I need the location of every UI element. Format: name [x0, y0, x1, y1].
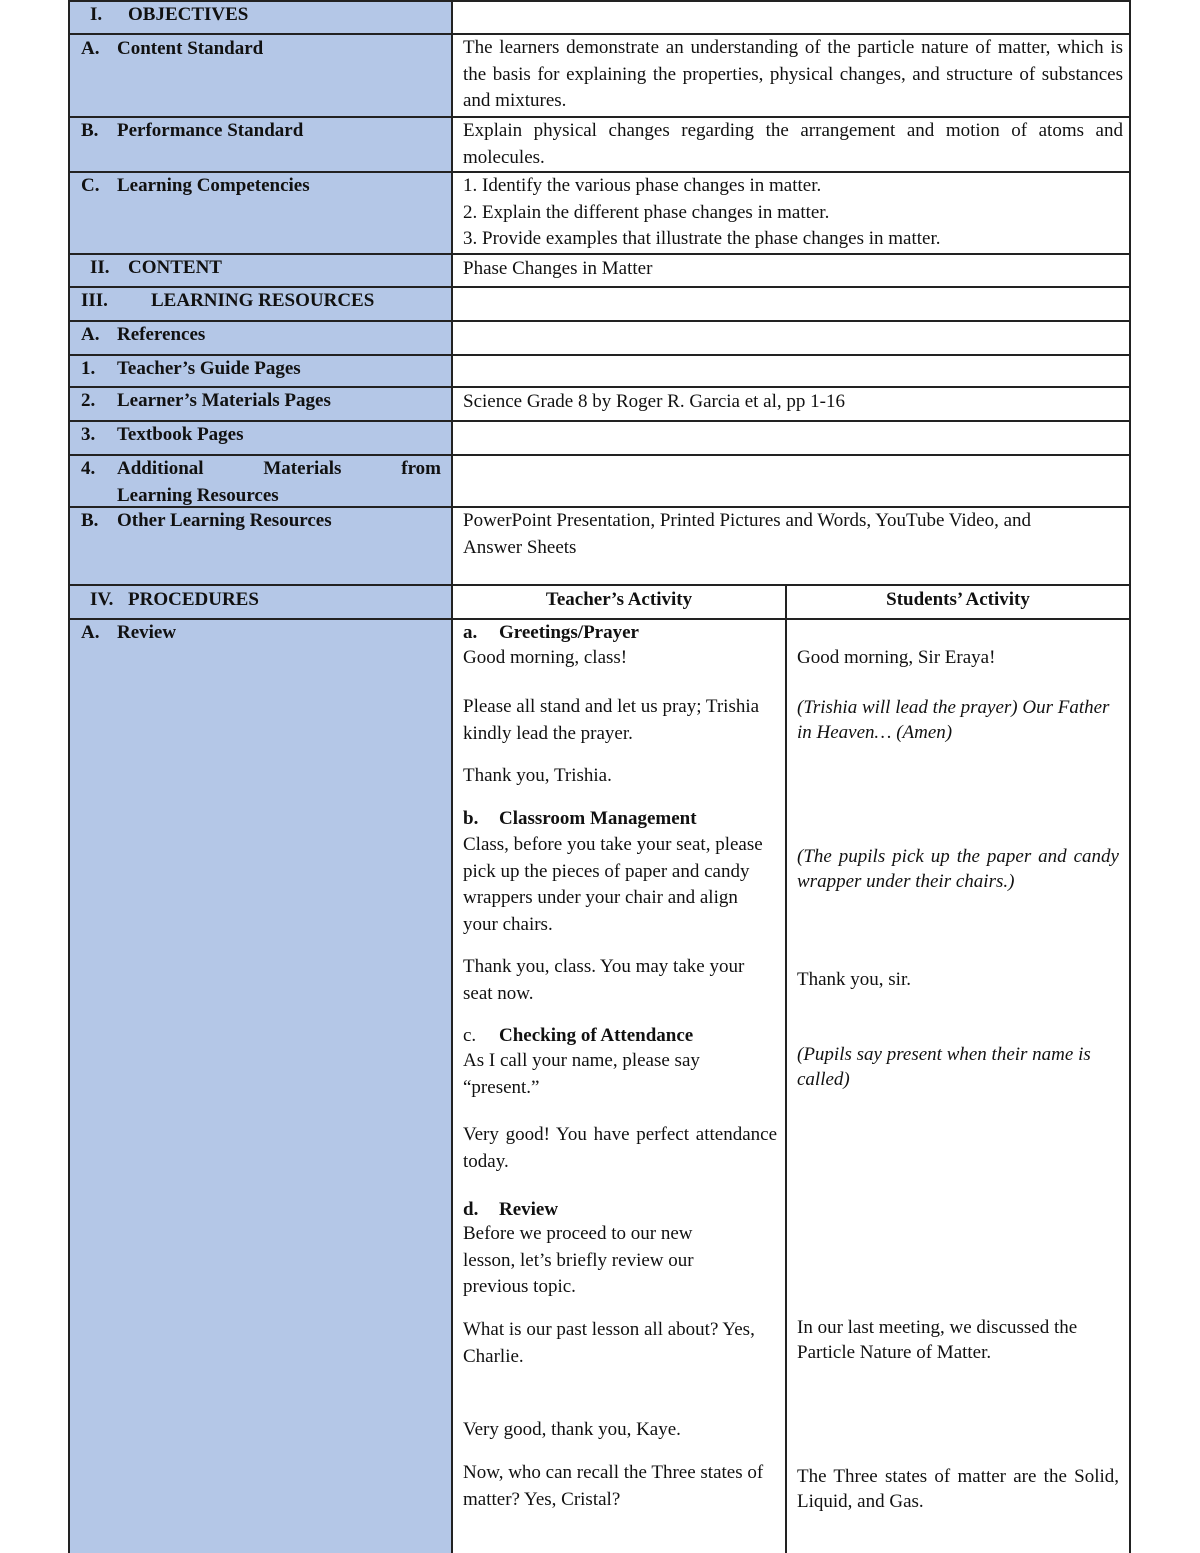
lesson-plan-table [68, 0, 1131, 1553]
student-line: Thank you, sir. [797, 969, 911, 990]
objectives-heading: I. OBJECTIVES [90, 4, 249, 25]
content-standard-label: A. Content Standard [81, 38, 264, 59]
student-line: Good morning, Sir Eraya! [797, 647, 996, 668]
competency-item: 3. Provide examples that illustrate the phase changes in matter. [463, 228, 941, 249]
teacher-line: Now, who can recall the Three states of matter? Yes, Cristal? [463, 1462, 764, 1510]
content-text: Phase Changes in Matter [463, 258, 653, 279]
procedures-heading: IV. PROCEDURES [90, 589, 259, 610]
performance-standard-label: B. Performance Standard [81, 120, 304, 141]
row-divider [68, 320, 1131, 322]
student-line: (Trishia will lead the prayer) Our Father in Heaven… (Amen) [797, 697, 1110, 743]
other-resources-text: PowerPoint Presentation, Printed Pictures and Words, YouTube Video, and Answer Sheets [463, 510, 1032, 558]
attendance-title: c. Checking of Attendance [463, 1025, 694, 1046]
textbook-label: 3. Textbook Pages [81, 424, 244, 445]
competency-item: 1. Identify the various phase changes in matter. [463, 175, 822, 196]
greetings-title: a. Greetings/Prayer [463, 622, 639, 643]
label-column [68, 0, 452, 1553]
column-divider [451, 0, 453, 1553]
teacher-line: Class, before you take your seat, please pick up the pieces of paper and candy wrappers under your chair and align your chairs. [463, 834, 763, 935]
table-border-left [68, 0, 70, 1553]
student-activity-header: Students’ Activity [886, 589, 1030, 610]
teacher-line: What is our past lesson all about? Yes, Charlie. [463, 1319, 755, 1367]
teacher-line: Before we proceed to our new lesson, let’s briefly review our previous topic. [463, 1223, 694, 1297]
competency-list [463, 173, 1123, 253]
review-title: d. Review [463, 1199, 559, 1220]
row-divider [68, 584, 1131, 586]
student-line: (Pupils say present when their name is called) [797, 1044, 1091, 1090]
student-line: (The pupils pick up the paper and candy wrapper under their chairs.) [797, 846, 1119, 892]
learning-competencies-label: C. Learning Competencies [81, 175, 310, 196]
learners-materials-label: 2. Learner’s Materials Pages [81, 390, 331, 411]
student-line: The Three states of matter are the Solid, Liquid, and Gas. [797, 1466, 1119, 1512]
competency-item: 2. Explain the different phase changes in matter. [463, 201, 830, 223]
activity-divider [785, 584, 787, 1553]
content-heading: II. CONTENT [90, 257, 222, 278]
student-line: In our last meeting, we discussed the Particle Nature of Matter. [797, 1317, 1078, 1363]
content-standard-text: The learners demonstrate an understanding of the particle nature of matter, which is the basis for explaining the properties, physical changes, and structure of substances and mixtures. [463, 37, 1123, 111]
teachers-guide-label: 1. Teacher’s Guide Pages [81, 358, 301, 379]
row-divider [68, 253, 1131, 255]
learning-resources-heading: III. LEARNING RESOURCES [81, 290, 375, 311]
teacher-line: As I call your name, please say “present.” [463, 1050, 700, 1098]
teacher-line: Very good, thank you, Kaye. [463, 1419, 681, 1440]
table-border-right [1129, 0, 1131, 1553]
teacher-line: Thank you, Trishia. [463, 765, 612, 786]
review-label: A. Review [81, 622, 177, 643]
teacher-line: Very good! You have perfect attendance today. [463, 1124, 777, 1172]
teacher-line: Good morning, class! [463, 647, 628, 668]
learners-materials-text: Science Grade 8 by Roger R. Garcia et al, pp 1-16 [463, 391, 845, 412]
performance-standard-text: Explain physical changes regarding the arrangement and motion of atoms and molecules. [463, 120, 1123, 168]
additional-materials-label: 4. Additional Materials from Learning Resources [81, 458, 441, 506]
teacher-activity-header: Teacher’s Activity [545, 589, 693, 610]
other-resources-label: B. Other Learning Resources [81, 510, 332, 531]
references-label: A. References [81, 324, 206, 345]
classroom-management-title: b. Classroom Management [463, 808, 697, 829]
teacher-line: Thank you, class. You may take your seat now. [463, 956, 745, 1004]
teacher-line: Please all stand and let us pray; Trishia kindly lead the prayer. [463, 696, 760, 744]
